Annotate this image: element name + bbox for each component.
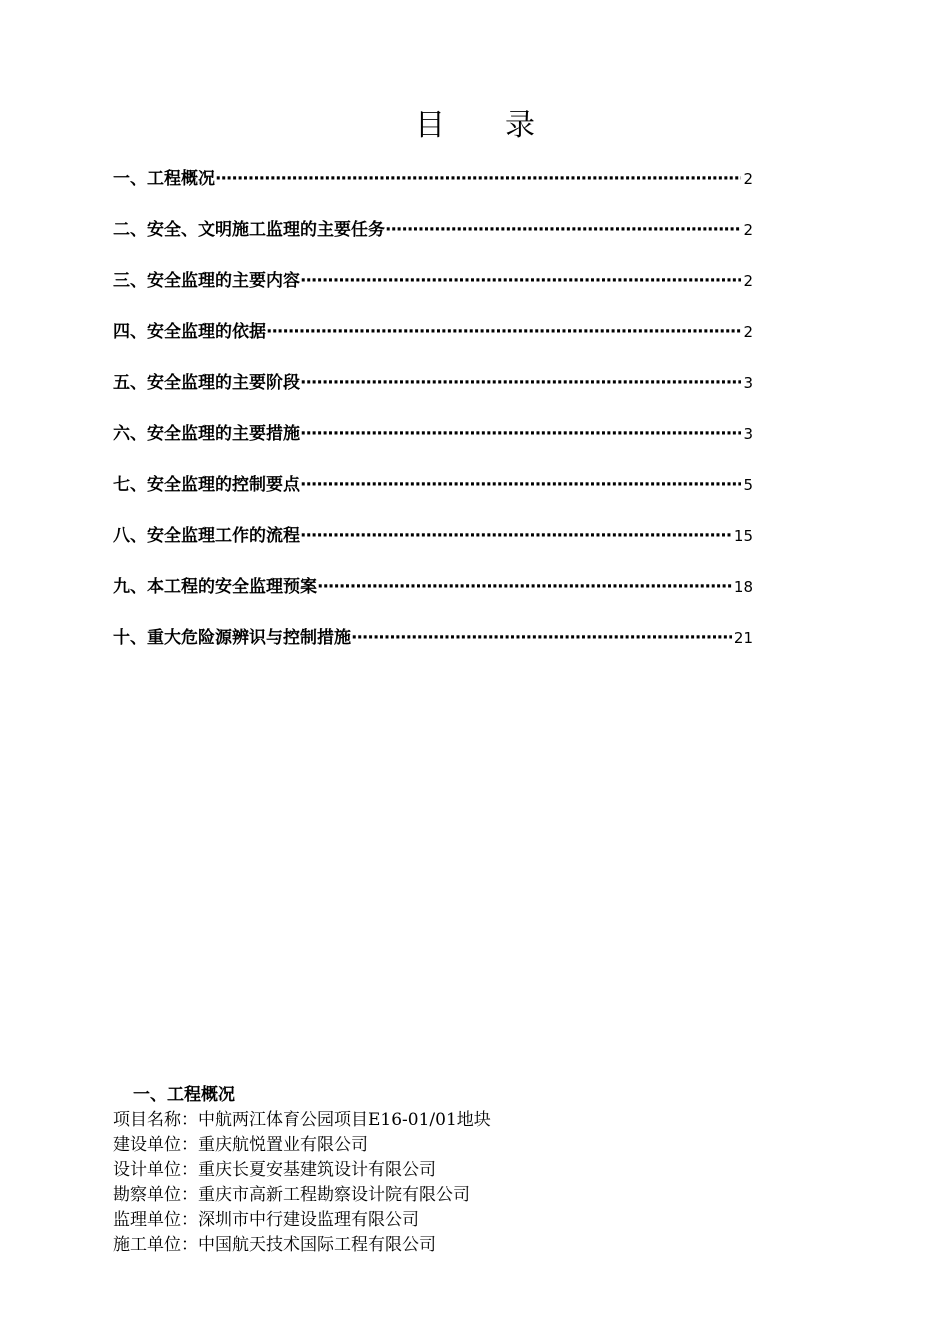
toc-entry[interactable] bbox=[113, 266, 753, 317]
toc-entry[interactable] bbox=[113, 215, 753, 266]
toc-entry[interactable] bbox=[113, 317, 753, 368]
toc-entry-label: 四、安全监理的依据 bbox=[113, 322, 266, 342]
toc-leader bbox=[300, 475, 741, 495]
contractor-line: 施工单位：中国航天技术国际工程有限公司 bbox=[113, 1235, 436, 1255]
toc-entry-label: 十、重大危险源辨识与控制措施 bbox=[113, 628, 351, 648]
toc-entry-label: 五、安全监理的主要阶段 bbox=[113, 373, 300, 393]
toc-entry[interactable] bbox=[113, 368, 753, 419]
toc-leader bbox=[300, 526, 732, 546]
toc-entry[interactable] bbox=[113, 164, 753, 215]
toc-leader bbox=[215, 169, 741, 189]
toc-entry-page: 2 bbox=[743, 221, 753, 239]
toc-entry-page: 2 bbox=[743, 272, 753, 290]
toc-leader bbox=[317, 577, 732, 597]
toc-entry-label: 九、本工程的安全监理预案 bbox=[113, 577, 317, 597]
toc-entry-page: 2 bbox=[743, 170, 753, 188]
toc-entry-label: 一、工程概况 bbox=[113, 169, 215, 189]
toc-leader bbox=[300, 271, 741, 291]
toc-entry-label: 七、安全监理的控制要点 bbox=[113, 475, 300, 495]
table-of-contents bbox=[113, 164, 753, 674]
toc-entry-label: 二、安全、文明施工监理的主要任务 bbox=[113, 220, 385, 240]
toc-leader bbox=[300, 373, 741, 393]
owner-line: 建设单位：重庆航悦置业有限公司 bbox=[113, 1135, 368, 1155]
toc-leader bbox=[385, 220, 741, 240]
section-heading: 一、工程概况 bbox=[133, 1085, 235, 1105]
designer-line: 设计单位：重庆长夏安基建筑设计有限公司 bbox=[113, 1160, 436, 1180]
toc-title-right: 录 bbox=[505, 108, 535, 143]
toc-entry-page: 15 bbox=[733, 527, 753, 545]
project-name-line: 项目名称：中航两江体育公园项目E16-01/01地块 bbox=[113, 1110, 491, 1130]
toc-title bbox=[0, 100, 950, 144]
toc-entry-label: 三、安全监理的主要内容 bbox=[113, 271, 300, 291]
supervisor-line: 监理单位：深圳市中行建设监理有限公司 bbox=[113, 1210, 419, 1230]
toc-entry-page: 3 bbox=[743, 374, 753, 392]
toc-entry-page: 5 bbox=[743, 476, 753, 494]
toc-entry[interactable] bbox=[113, 470, 753, 521]
toc-entry-page: 3 bbox=[743, 425, 753, 443]
toc-entry-label: 八、安全监理工作的流程 bbox=[113, 526, 300, 546]
toc-leader bbox=[300, 424, 741, 444]
toc-title-left: 目 bbox=[415, 108, 445, 143]
toc-entry[interactable] bbox=[113, 572, 753, 623]
project-overview-section bbox=[113, 1082, 833, 1258]
toc-leader bbox=[266, 322, 741, 342]
toc-entry-page: 18 bbox=[733, 578, 753, 596]
toc-entry-label: 六、安全监理的主要措施 bbox=[113, 424, 300, 444]
toc-entry[interactable] bbox=[113, 623, 753, 674]
toc-entry[interactable] bbox=[113, 419, 753, 470]
toc-leader bbox=[351, 628, 732, 648]
surveyor-line: 勘察单位：重庆市高新工程勘察设计院有限公司 bbox=[113, 1185, 470, 1205]
toc-entry-page: 2 bbox=[743, 323, 753, 341]
toc-entry-page: 21 bbox=[733, 629, 753, 647]
toc-entry[interactable] bbox=[113, 521, 753, 572]
